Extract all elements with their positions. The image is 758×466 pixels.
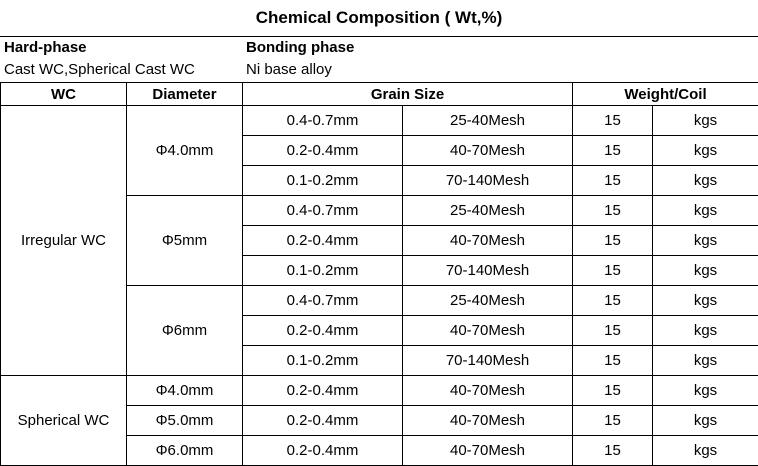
grain-size-mm-cell: 0.2-0.4mm — [243, 406, 403, 436]
weight-unit-cell: kgs — [653, 316, 758, 346]
grain-size-mm-cell: 0.1-0.2mm — [243, 346, 403, 376]
weight-unit-cell: kgs — [653, 196, 758, 226]
grain-size-mm-cell: 0.1-0.2mm — [243, 256, 403, 286]
grain-size-mesh-cell: 25-40Mesh — [403, 106, 573, 136]
weight-value-cell: 15 — [573, 136, 653, 166]
bonding-phase-block — [246, 37, 354, 81]
grain-size-mm-cell: 0.2-0.4mm — [243, 436, 403, 466]
header-wc: WC — [1, 83, 127, 106]
weight-unit-cell: kgs — [653, 346, 758, 376]
weight-unit-cell: kgs — [653, 106, 758, 136]
header-diameter: Diameter — [127, 83, 243, 106]
weight-value-cell: 15 — [573, 346, 653, 376]
header-row — [1, 83, 758, 106]
grain-size-mesh-cell: 40-70Mesh — [403, 376, 573, 406]
weight-unit-cell: kgs — [653, 166, 758, 196]
grain-size-mesh-cell: 70-140Mesh — [403, 256, 573, 286]
weight-value-cell: 15 — [573, 106, 653, 136]
diameter-cell: Φ4.0mm — [127, 106, 243, 196]
weight-value-cell: 15 — [573, 376, 653, 406]
wc-type-cell: Spherical WC — [1, 376, 127, 466]
grain-size-mm-cell: 0.4-0.7mm — [243, 196, 403, 226]
grain-size-mm-cell: 0.2-0.4mm — [243, 316, 403, 346]
weight-unit-cell: kgs — [653, 376, 758, 406]
diameter-cell: Φ4.0mm — [127, 376, 243, 406]
grain-size-mesh-cell: 70-140Mesh — [403, 346, 573, 376]
grain-size-mm-cell: 0.4-0.7mm — [243, 106, 403, 136]
wc-type-cell: Irregular WC — [1, 106, 127, 376]
grain-size-mesh-cell: 40-70Mesh — [403, 406, 573, 436]
diameter-cell: Φ6.0mm — [127, 436, 243, 466]
weight-value-cell: 15 — [573, 196, 653, 226]
diameter-cell: Φ5mm — [127, 196, 243, 286]
grain-size-mesh-cell: 25-40Mesh — [403, 286, 573, 316]
weight-value-cell: 15 — [573, 316, 653, 346]
grain-size-mesh-cell: 40-70Mesh — [403, 316, 573, 346]
header-weight-coil: Weight/Coil — [573, 83, 758, 106]
table-row — [1, 106, 758, 136]
weight-unit-cell: kgs — [653, 256, 758, 286]
table-row — [1, 376, 758, 406]
bonding-phase-label: Bonding phase — [246, 37, 354, 59]
grain-size-mesh-cell: 40-70Mesh — [403, 436, 573, 466]
diameter-cell: Φ5.0mm — [127, 406, 243, 436]
weight-value-cell: 15 — [573, 436, 653, 466]
document-title: Chemical Composition ( Wt,%) — [0, 0, 758, 36]
weight-value-cell: 15 — [573, 166, 653, 196]
hard-phase-label: Hard-phase — [4, 37, 195, 59]
table-body — [1, 106, 758, 466]
grain-size-mm-cell: 0.4-0.7mm — [243, 286, 403, 316]
weight-unit-cell: kgs — [653, 226, 758, 256]
weight-unit-cell: kgs — [653, 406, 758, 436]
weight-unit-cell: kgs — [653, 136, 758, 166]
grain-size-mm-cell: 0.1-0.2mm — [243, 166, 403, 196]
grain-size-mesh-cell: 25-40Mesh — [403, 196, 573, 226]
composition-table — [0, 82, 758, 466]
diameter-cell: Φ6mm — [127, 286, 243, 376]
bonding-phase-value: Ni base alloy — [246, 59, 354, 81]
weight-unit-cell: kgs — [653, 436, 758, 466]
grain-size-mm-cell: 0.2-0.4mm — [243, 226, 403, 256]
weight-value-cell: 15 — [573, 226, 653, 256]
grain-size-mesh-cell: 40-70Mesh — [403, 226, 573, 256]
grain-size-mm-cell: 0.2-0.4mm — [243, 136, 403, 166]
grain-size-mesh-cell: 40-70Mesh — [403, 136, 573, 166]
weight-value-cell: 15 — [573, 286, 653, 316]
grain-size-mesh-cell: 70-140Mesh — [403, 166, 573, 196]
weight-unit-cell: kgs — [653, 286, 758, 316]
header-grain-size: Grain Size — [243, 83, 573, 106]
grain-size-mm-cell: 0.2-0.4mm — [243, 376, 403, 406]
weight-value-cell: 15 — [573, 256, 653, 286]
hard-phase-block — [4, 37, 195, 81]
weight-value-cell: 15 — [573, 406, 653, 436]
hard-phase-value: Cast WC,Spherical Cast WC — [4, 59, 195, 81]
